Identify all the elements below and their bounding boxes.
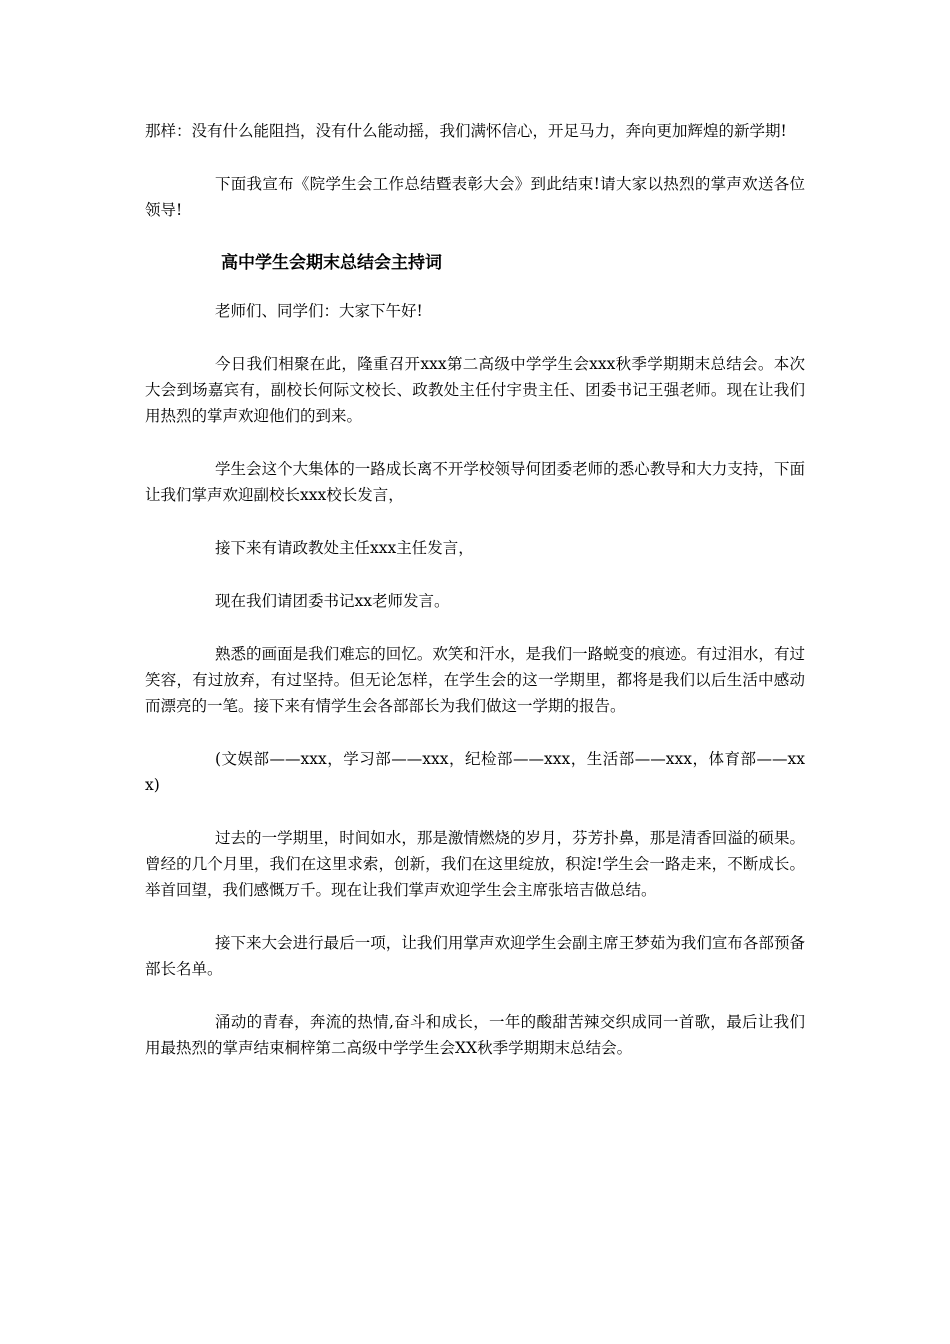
- section-title: 高中学生会期末总结会主持词: [221, 253, 442, 273]
- review-paragraph: 过去的一学期里，时间如水，那是激情燃烧的岁月，芬芳扑鼻，那是清香回溢的硕果。曾经的几个月里，我们在这里求索，创新，我们在这里绽放，积淀!学生会一路走来，不断成长。举首回望，我们感慨万千。现在让我们掌声欢迎学生会主席张培吉做总结。: [145, 829, 805, 899]
- league-secretary-speech-paragraph: 现在我们请团委书记xx老师发言。: [215, 592, 450, 610]
- greeting-paragraph: 老师们、同学们：大家下午好!: [215, 302, 423, 320]
- closing-announcement-paragraph: 下面我宣布《院学生会工作总结暨表彰大会》到此结束!请大家以热烈的掌声欢送各位领导!: [145, 175, 805, 219]
- department-list-paragraph: (文娱部——xxx，学习部——xxx，纪检部——xxx，生活部——xxx，体育部——xxx): [145, 750, 805, 794]
- document-page: [145, 118, 805, 1088]
- vice-principal-speech-paragraph: 学生会这个大集体的一路成长离不开学校领导何团委老师的悉心教导和大力支持，下面让我们掌声欢迎副校长xxx校长发言，: [145, 460, 805, 504]
- director-speech-paragraph: 接下来有请政教处主任xxx主任发言，: [215, 539, 474, 557]
- intro-paragraph: 那样：没有什么能阻挡，没有什么能动摇，我们满怀信心，开足马力，奔向更加辉煌的新学期!: [145, 122, 787, 140]
- memories-paragraph: 熟悉的画面是我们难忘的回忆。欢笑和汗水，是我们一路蜕变的痕迹。有过泪水，有过笑容，有过放弃，有过坚持。但无论怎样，在学生会的这一学期里，都将是我们以后生活中感动而漂亮的一笔。接下来有情学生会各部部长为我们做这一学期的报告。: [145, 645, 805, 715]
- final-item-paragraph: 接下来大会进行最后一项，让我们用掌声欢迎学生会副主席王梦茹为我们宣布各部预备部长名单。: [145, 934, 805, 978]
- closing-paragraph: 涌动的青春，奔流的热情,奋斗和成长，一年的酸甜苦辣交织成同一首歌，最后让我们用最热烈的掌声结束桐梓第二高级中学学生会XX秋季学期期末总结会。: [145, 1013, 805, 1057]
- opening-paragraph: 今日我们相聚在此，隆重召开xxx第二高级中学学生会xxx秋季学期期末总结会。本次大会到场嘉宾有，副校长何际文校长、政教处主任付宇贵主任、团委书记王强老师。现在让我们用热烈的掌声欢迎他们的到来。: [145, 355, 805, 425]
